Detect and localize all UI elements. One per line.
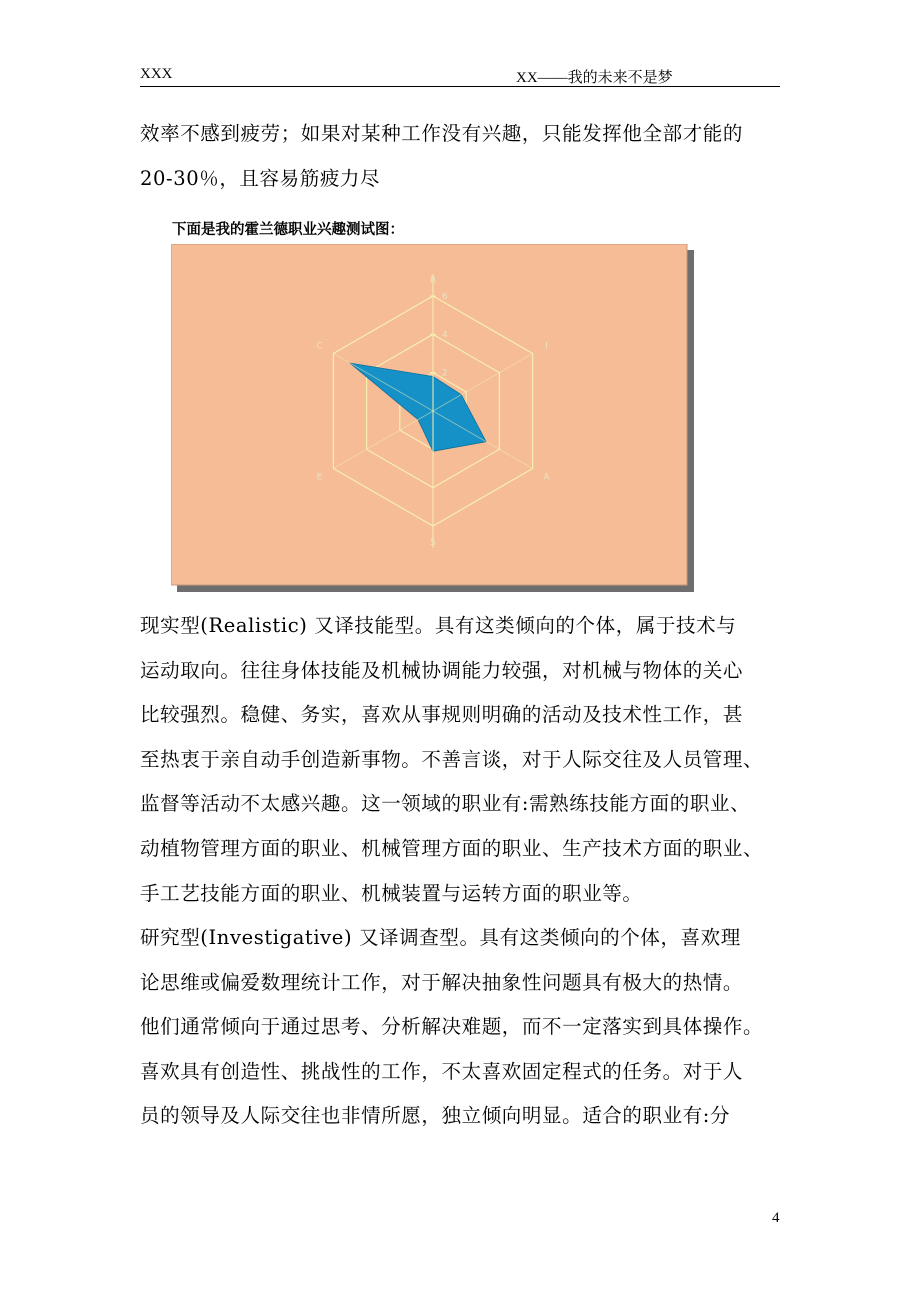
axis-label-a: A [543,472,550,483]
text-line: 研究型(Investigative) 又译调查型。具有这类倾向的个体，喜欢理 [140,926,741,949]
text-line: 比较强烈。稳健、务实，喜欢从事规则明确的活动及技术性工作，甚 [140,703,744,727]
axis-label-r: R [429,275,437,286]
axis-label-e: E [316,472,323,483]
tick-label: 6 [442,292,448,302]
holland-radar-chart [171,244,695,593]
text-line: 手工艺技能方面的职业、机械装置与运转方面的职业等。 [140,881,643,905]
text-line: 运动取向。往往身体技能及机械协调能力较强，对机械与物体的关心 [140,658,744,682]
text-line: 动植物管理方面的职业、机械管理方面的职业、生产技术方面的职业、 [140,836,764,860]
chart-caption: 下面是我的霍兰德职业兴趣测试图： [172,222,404,238]
axis-label-c: C [316,341,323,352]
intro-paragraph [140,112,790,201]
page-header [140,62,780,87]
tick-label: 4 [442,330,448,341]
axis-label-s: S [430,538,436,549]
text-line: 员的领导及人际交往也非情所愿，独立倾向明显。适合的职业有:分 [140,1104,731,1128]
text-line: 20-30％，且容易筋疲力尽 [140,166,381,190]
realistic-paragraph [140,604,790,916]
text-line: 他们通常倾向于通过思考、分析解决难题，而不一定落实到具体操作。 [140,1015,764,1039]
header-left-text: XXX [140,66,173,82]
text-line: 至热衷于亲自动手创造新事物。不善言谈，对于人际交往及人员管理、 [140,747,764,771]
text-line: 现实型(Realistic) 又译技能型。具有这类倾向的个体，属于技术与 [140,614,737,637]
page-number: 4 [772,1210,780,1226]
axis-label-i: I [545,341,548,352]
header-right-text: XX——我的未来不是梦 [516,70,673,86]
text-line: 监督等活动不太感兴趣。这一领域的职业有:需熟练技能方面的职业、 [140,792,751,816]
radar-svg [171,244,695,593]
text-line: 效率不感到疲劳；如果对某种工作没有兴趣，只能发挥他全部才能的 [140,122,744,145]
text-line: 论思维或偏爱数理统计工作，对于解决抽象性问题具有极大的热情。 [140,970,744,994]
investigative-paragraph [140,916,790,1139]
tick-label: 2 [442,368,448,379]
text-line: 喜欢具有创造性、挑战性的工作，不太喜欢固定程式的任务。对于人 [140,1059,744,1083]
